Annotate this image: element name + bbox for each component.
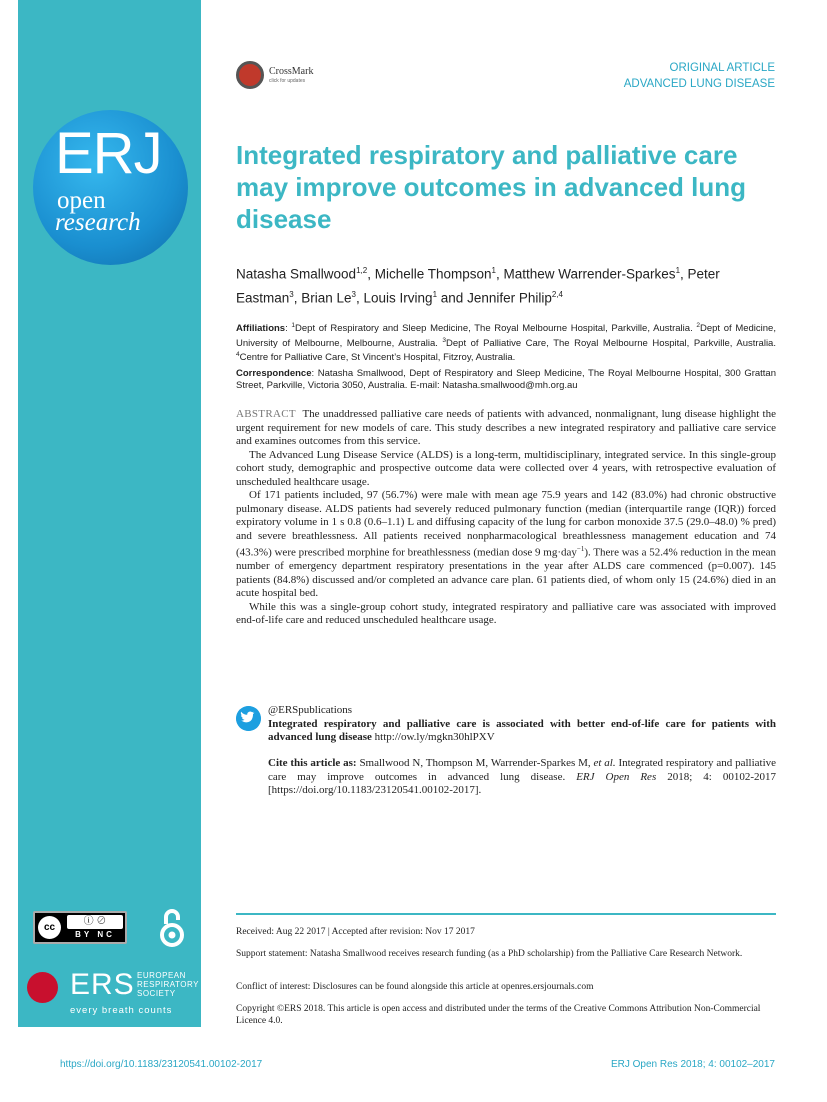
author-affil: 1 — [432, 289, 438, 299]
topic-label: ADVANCED LUNG DISEASE — [623, 78, 775, 90]
abstract-paragraph: While this was a single-group cohort study, integrated respiratory and palliative care was associated with improved end-of-life care and reduced unscheduled healthcare usage. — [236, 600, 776, 627]
author-name: Louis Irving — [363, 290, 433, 305]
affil-num: 3 — [442, 336, 447, 344]
article-title: Integrated respiratory and palliative care may improve outcomes in advanced lung disease — [236, 140, 747, 234]
ers-tagline: every breath counts — [70, 1005, 173, 1016]
affil-text: Centre for Palliative Care, St Vincent’s Hospital, Fitzroy, Australia. — [239, 352, 516, 364]
tweet-link[interactable]: http://ow.ly/mgkn30hlPXV — [374, 731, 495, 743]
affil-text: Dept of Palliative Care, The Royal Melbourne Hospital, Parkville, Australia. — [446, 337, 776, 349]
affiliations-label: Affiliations — [236, 323, 286, 335]
affil-num: 1 — [291, 322, 296, 329]
cite-etal: et al. — [593, 757, 616, 769]
received-dates: Received: Aug 22 2017 | Accepted after revision: Nov 17 2017 — [236, 927, 475, 937]
author-joiner: and — [440, 290, 464, 305]
abstract-sup: −1 — [576, 545, 585, 553]
cite-text: Integrated respiratory and palliative care may improve outcomes in advanced lung disease. — [268, 757, 777, 783]
logo-research-text: research — [55, 209, 141, 236]
ers-sub-line3: SOCIETY — [137, 989, 176, 998]
copyright-notice: Copyright ©ERS 2018. This article is open access and distributed under the terms of the Creative Commons Attribution Non-Commercial Licence 4.0. — [236, 1004, 761, 1026]
twitter-bird-icon[interactable] — [236, 706, 261, 731]
cite-journal: ERJ Open Res — [576, 770, 657, 783]
crossmark-icon — [236, 61, 264, 89]
twitter-handle[interactable]: @ERSpublications — [268, 704, 353, 716]
cite-text: 2018; 4: 00102-2017 [https://doi.org/10.1183/23120541.00102-2017]. — [268, 770, 777, 796]
crossmark-sublabel: click for updates — [269, 78, 306, 84]
logo-open-text: open — [57, 187, 106, 214]
article-category — [624, 60, 775, 92]
logo-erj-text: ERJ — [55, 121, 162, 186]
author-affil: 1 — [675, 266, 681, 275]
author-affil: 3 — [289, 289, 294, 299]
affil-text: Dept of Respiratory and Sleep Medicine, The Royal Melbourne Hospital, Parkville, Australia. — [295, 323, 693, 335]
ers-logo-text: ERS — [70, 968, 135, 1001]
cc-by-nc-license-badge[interactable] — [33, 911, 127, 944]
abstract-paragraph — [236, 408, 776, 449]
license-labels: BY NC — [75, 930, 115, 939]
abstract-text: Of 171 patients included, 97 (56.7%) were male with mean age 75.9 years and 142 (83.0%) had chronic obstructive pulmonary disease. ALDS patients had severely reduced pulmonary function (median (interquartile range (IQR)) forced expiratory volume in 1 s 0.8 (0.6–1.1) L and diffusing capacity of the lung for carbon monoxide 37.5 (29.0–48.0) % pred) and severe breathlessness. All patients received nonpharmacological breathlessness management education and 74 (43.3%) were prescribed morphine for breathlessness (median dose 9 mg·day — [236, 489, 776, 559]
ers-sub-line2: RESPIRATORY — [137, 980, 199, 989]
erj-open-research-logo — [33, 110, 188, 265]
affil-text: Dept of Medicine, University of Melbourne, Melbourne, Australia. — [236, 323, 776, 349]
author-name: Jennifer Philip — [467, 290, 552, 305]
affil-num: 4 — [236, 351, 240, 359]
author-name: Natasha Smallwood — [236, 266, 357, 282]
tweet-text — [268, 718, 776, 745]
citation — [268, 757, 776, 798]
footnote-divider — [236, 913, 776, 915]
author-name: Brian Le — [301, 290, 352, 305]
author-affil: 1 — [491, 266, 496, 275]
section-label: ORIGINAL ARTICLE — [669, 62, 775, 74]
tweet-bold: Integrated respiratory and palliative care is associated with better end-of-life care for patients with advanced lung disease — [268, 717, 776, 743]
affiliations: Affiliations: $^1$Dept of Respiratory and Sleep Medicine, The Royal Melbourne Hospital, Parkville, Australia. $^2$Dept of Medicine, University of Melbourne, Melbourne, Australia. $^3$Dept of Palliative Care, The Royal Melbourne Hospital, Parkville, Australia. $^4$Centre for Palliative Care, St Vincent’s Hospital, Fitzroy, Australia. — [236, 322, 776, 364]
author-affil: 3 — [351, 289, 356, 299]
affil-num: 2 — [696, 322, 700, 329]
by-nc-icons: ⓘ ⊘ — [67, 915, 123, 929]
abstract-paragraph — [236, 489, 776, 601]
crossmark-label: CrossMark — [269, 66, 314, 77]
ers-society-name — [137, 971, 199, 998]
ers-sub-line1: EUROPEAN — [137, 971, 186, 980]
journal-reference: ERJ Open Res 2018; 4: 00102–2017 — [610, 1059, 775, 1070]
author-list: Natasha Smallwood$^{1,2}$, Michelle Thompson$^1$, Matthew Warrender-Sparkes$^1$, Peter Eastman$^3$, Brian Le$^3$, Louis Irving$^1$ and Jennifer Philip$^{2,4}$ — [236, 266, 720, 305]
open-access-icon — [157, 908, 187, 948]
abstract-label: ABSTRACT — [236, 408, 296, 420]
author-affil: 1,2 — [356, 266, 368, 275]
author-name: Peter Eastman — [236, 266, 720, 305]
abstract-text: The unaddressed palliative care needs of patients with advanced, nonmalignant, lung disease highlight the urgent requirement for new models of care. This study describes a new integrated respiratory and palliative care service and examines outcomes from this service. — [236, 408, 776, 447]
author-name: Matthew Warrender-Sparkes — [503, 266, 676, 282]
author-name: Michelle Thompson — [374, 266, 492, 282]
correspondence-label: Correspondence — [236, 368, 312, 379]
tweet-summary — [268, 704, 776, 745]
support-statement: Support statement: Natasha Smallwood receives research funding (as a PhD scholarship) from the Palliative Care Research Network. — [236, 949, 743, 959]
conflict-of-interest: Conflict of interest: Disclosures can be found alongside this article at openres.ersjournals.com — [236, 982, 594, 992]
crossmark-badge[interactable] — [236, 61, 326, 91]
abstract-text: ). There was a 52.4% reduction in the mean number of emergency department respiratory presentations in the year after ALDS care commenced (p=0.007). 145 patients (84.8%) discussed and/or completed an advance care plan. 61 patients died, of whom only 15 (24.6%) died in an acute hospital bed. — [236, 546, 776, 600]
author-affil: 2,4 — [551, 289, 563, 299]
cite-label: Cite this article as: — [268, 757, 357, 769]
correspondence-text: Natasha Smallwood, Dept of Respiratory and Sleep Medicine, The Royal Melbourne Hospital, 300 Grattan Street, Parkville, Victoria 3050, Australia. E-mail: Natasha.smallwood@mh.org.au — [236, 368, 777, 391]
doi-link[interactable]: https://doi.org/10.1183/23120541.00102-2017 — [60, 1059, 263, 1070]
cc-icon: cc — [38, 916, 61, 939]
abstract — [236, 408, 776, 628]
correspondence: Correspondence: Natasha Smallwood, Dept of Respiratory and Sleep Medicine, The Royal Melbourne Hospital, 300 Grattan Street, Parkville, Victoria 3050, Australia. E-mail: Natasha.smallwood@mh.org.au — [236, 368, 777, 391]
cite-text: Smallwood N, Thompson M, Warrender-Sparkes M, — [359, 757, 591, 769]
abstract-paragraph: The Advanced Lung Disease Service (ALDS) is a long-term, multidisciplinary, integrated service. In this single-group cohort study, demographic and prospective outcome data were collected over 4 years, with retrospective evaluation of unscheduled healthcare usage. — [236, 448, 776, 488]
ers-lungs-icon — [27, 972, 58, 1003]
